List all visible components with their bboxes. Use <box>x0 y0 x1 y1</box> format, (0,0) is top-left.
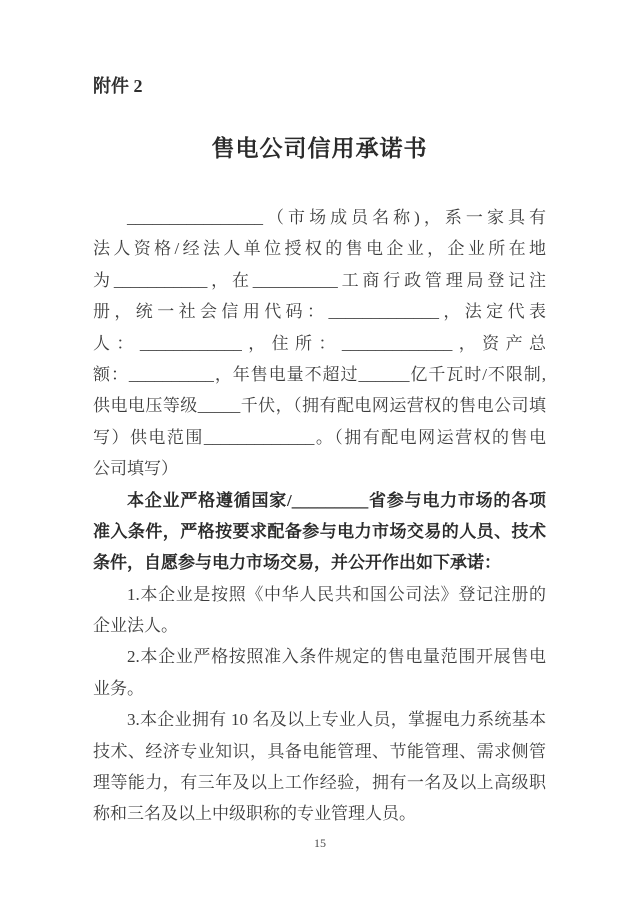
document-title: 售电公司信用承诺书 <box>211 136 428 161</box>
paragraph-line: 1.本企业是按照《中华人民共和国公司法》登记注册的 <box>127 584 546 604</box>
paragraph-line: ________________（市场成员名称)，系一家具有 <box>127 208 546 227</box>
paragraph-line: 3.本企业拥有 10 名及以上专业人员，掌握电力系统基本 <box>127 710 546 730</box>
document-content <box>93 74 546 830</box>
paragraph-line: 册，统一社会信用代码：_____________，法定代表 <box>93 302 546 322</box>
paragraph-line: 公司填写） <box>93 459 178 479</box>
paragraph-line: 业务。 <box>93 678 144 698</box>
paragraph-line: 称和三名及以上中级职称的专业管理人员。 <box>93 804 416 824</box>
document-body <box>93 202 546 830</box>
paragraph-line: 额：__________，年售电量不超过______亿千瓦时/不限制, <box>93 364 546 384</box>
paragraph-line: 企业法人。 <box>93 616 178 636</box>
paragraph-line: 条件，自愿参与电力市场交易，并公开作出如下承诺： <box>93 553 501 573</box>
paragraph-line: 2.本企业严格按照准入条件规定的售电量范围开展售电 <box>127 647 546 667</box>
paragraph-line: 供电电压等级_____千伏，（拥有配电网运营权的售电公司填 <box>93 396 546 416</box>
attachment-label: 附件 2 <box>93 76 143 96</box>
paragraph-line: 本企业严格遵循国家/_________省参与电力市场的各项 <box>127 490 546 510</box>
paragraph-line: 法人资格/经法人单位授权的售电企业，企业所在地 <box>93 239 546 259</box>
paragraph-line: 为___________，在__________工商行政管理局登记注 <box>93 270 546 290</box>
page-number: 15 <box>314 836 326 850</box>
paragraph-line: 写）供电范围_____________。（拥有配电网运营权的售电 <box>93 427 546 447</box>
paragraph-line: 人：____________，住所：_____________，资产总 <box>93 333 546 353</box>
paragraph-line: 准入条件，严格按要求配备参与电力市场交易的人员、技术 <box>93 521 546 541</box>
paragraph-line: 技术、经济专业知识，具备电能管理、节能管理、需求侧管 <box>93 741 546 761</box>
paragraph-line: 理等能力，有三年及以上工作经验，拥有一名及以上高级职 <box>93 773 546 793</box>
